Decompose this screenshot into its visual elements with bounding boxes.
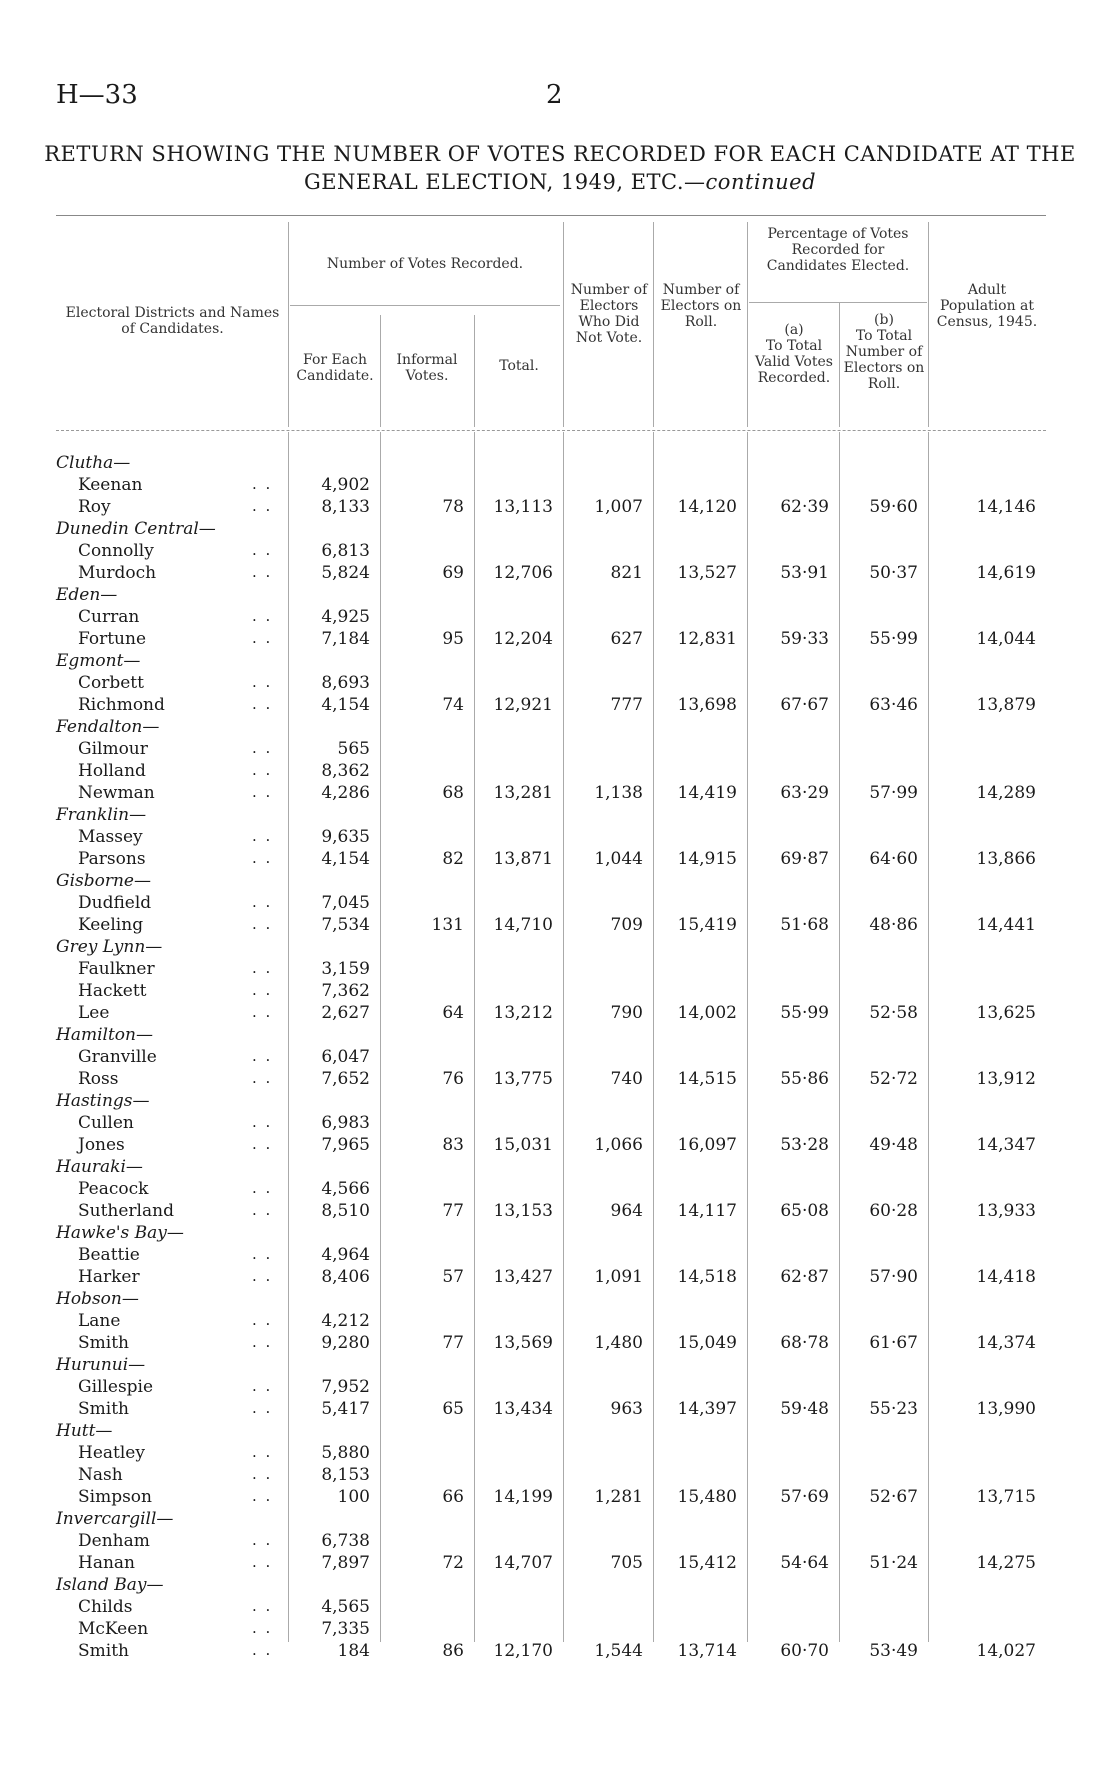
district-name: Hurunui— [56,1355,146,1375]
header-subrule [749,302,927,303]
adult-population: 13,625 [976,1003,1036,1023]
candidate-votes: 565 [337,739,370,759]
candidate-name: Lee [78,1003,110,1023]
leader-dots: . . [252,1311,273,1329]
electors-on-roll: 13,714 [677,1641,737,1661]
leader-dots: . . [252,1201,273,1219]
candidate-name: Keenan [78,475,143,495]
candidate-name: Murdoch [78,563,157,583]
adult-population: 14,289 [976,783,1036,803]
district-name: Fendalton— [56,717,160,737]
leader-dots: . . [252,1377,273,1395]
district-name: Hobson— [56,1289,139,1309]
informal-votes: 78 [442,497,464,517]
leader-dots: . . [252,475,273,493]
leader-dots: . . [252,629,273,647]
leader-dots: . . [252,497,273,515]
did-not-vote: 1,066 [594,1135,643,1155]
header-pct-b-label: (b) [874,312,894,328]
candidate-votes: 4,565 [321,1597,370,1617]
electors-on-roll: 14,117 [677,1201,737,1221]
electors-on-roll: 13,527 [677,563,737,583]
total-votes: 12,706 [493,563,553,583]
leader-dots: . . [252,1179,273,1197]
candidate-votes: 3,159 [321,959,370,979]
total-votes: 14,199 [493,1487,553,1507]
leader-dots: . . [252,1597,273,1615]
candidate-votes: 7,952 [321,1377,370,1397]
leader-dots: . . [252,607,273,625]
leader-dots: . . [252,1531,273,1549]
informal-votes: 57 [442,1267,464,1287]
candidate-votes: 5,824 [321,563,370,583]
header-pct-b-text: To Total Number of Electors on Roll. [843,328,925,392]
candidate-votes: 4,566 [321,1179,370,1199]
leader-dots: . . [252,1333,273,1351]
pct-valid-votes: 53·28 [780,1135,829,1155]
electors-on-roll: 14,120 [677,497,737,517]
adult-population: 13,879 [976,695,1036,715]
candidate-votes: 5,417 [321,1399,370,1419]
pct-valid-votes: 55·86 [780,1069,829,1089]
informal-votes: 74 [442,695,464,715]
candidate-name: Hackett [78,981,147,1001]
candidate-votes: 8,153 [321,1465,370,1485]
header-districts: Electoral Districts and Names of Candidates. [65,305,280,337]
did-not-vote: 1,281 [594,1487,643,1507]
leader-dots: . . [252,1619,273,1637]
candidate-name: Smith [78,1641,129,1661]
candidate-name: Corbett [78,673,144,693]
adult-population: 13,933 [976,1201,1036,1221]
pct-valid-votes: 53·91 [780,563,829,583]
pct-valid-votes: 57·69 [780,1487,829,1507]
informal-votes: 77 [442,1201,464,1221]
leader-dots: . . [252,1047,273,1065]
total-votes: 13,212 [493,1003,553,1023]
district-name: Hauraki— [56,1157,143,1177]
did-not-vote: 964 [610,1201,643,1221]
candidate-name: Beattie [78,1245,140,1265]
candidate-votes: 4,212 [321,1311,370,1331]
pct-electors-roll: 59·60 [869,497,918,517]
pct-valid-votes: 62·87 [780,1267,829,1287]
candidate-name: Connolly [78,541,154,561]
page-header [56,80,1056,110]
pct-valid-votes: 69·87 [780,849,829,869]
candidate-votes: 184 [337,1641,370,1661]
pct-valid-votes: 65·08 [780,1201,829,1221]
header-did-not-vote: Number of Electors Who Did Not Vote. [570,282,648,346]
pct-electors-roll: 63·46 [869,695,918,715]
leader-dots: . . [252,1267,273,1285]
informal-votes: 86 [442,1641,464,1661]
informal-votes: 77 [442,1333,464,1353]
candidate-name: Peacock [78,1179,149,1199]
candidate-votes: 4,154 [321,849,370,869]
title-line-1: RETURN SHOWING THE NUMBER OF VOTES RECORDED FOR EACH CANDIDATE AT THE [44,142,1076,166]
candidate-votes: 6,813 [321,541,370,561]
total-votes: 13,427 [493,1267,553,1287]
candidate-votes: 4,286 [321,783,370,803]
header-divider [653,222,654,427]
candidate-name: Fortune [78,629,147,649]
leader-dots: . . [252,893,273,911]
candidate-name: Newman [78,783,155,803]
pct-electors-roll: 64·60 [869,849,918,869]
header-on-roll: Number of Electors on Roll. [660,282,742,330]
candidate-name: Sutherland [78,1201,174,1221]
district-name: Hawke's Bay— [56,1223,184,1243]
electors-on-roll: 14,397 [677,1399,737,1419]
total-votes: 12,170 [493,1641,553,1661]
adult-population: 14,146 [976,497,1036,517]
leader-dots: . . [252,849,273,867]
pct-valid-votes: 54·64 [780,1553,829,1573]
total-votes: 14,707 [493,1553,553,1573]
electors-on-roll: 15,480 [677,1487,737,1507]
candidate-name: Ross [78,1069,119,1089]
did-not-vote: 1,544 [594,1641,643,1661]
district-name: Gisborne— [56,871,151,891]
pct-electors-roll: 50·37 [869,563,918,583]
leader-dots: . . [252,1069,273,1087]
candidate-votes: 8,510 [321,1201,370,1221]
header-divider [563,222,564,427]
candidate-name: Lane [78,1311,121,1331]
total-votes: 12,921 [493,695,553,715]
pct-electors-roll: 55·23 [869,1399,918,1419]
pct-electors-roll: 48·86 [869,915,918,935]
header-divider [928,222,929,427]
candidate-votes: 7,045 [321,893,370,913]
candidate-name: Curran [78,607,140,627]
total-votes: 13,281 [493,783,553,803]
leader-dots: . . [252,673,273,691]
electors-on-roll: 16,097 [677,1135,737,1155]
pct-electors-roll: 52·67 [869,1487,918,1507]
pct-electors-roll: 51·24 [869,1553,918,1573]
leader-dots: . . [252,1003,273,1021]
candidate-votes: 2,627 [321,1003,370,1023]
informal-votes: 95 [442,629,464,649]
district-name: Franklin— [56,805,147,825]
leader-dots: . . [252,981,273,999]
leader-dots: . . [252,1245,273,1263]
candidate-name: Cullen [78,1113,134,1133]
did-not-vote: 709 [610,915,643,935]
adult-population: 13,866 [976,849,1036,869]
informal-votes: 131 [431,915,464,935]
candidate-name: Simpson [78,1487,152,1507]
informal-votes: 64 [442,1003,464,1023]
leader-dots: . . [252,1553,273,1571]
district-name: Clutha— [56,453,131,473]
header-pct-a-label: (a) [784,322,804,338]
candidate-votes: 7,534 [321,915,370,935]
leader-dots: . . [252,541,273,559]
pct-electors-roll: 53·49 [869,1641,918,1661]
pct-electors-roll: 52·58 [869,1003,918,1023]
candidate-name: Jones [78,1135,125,1155]
candidate-name: Gillespie [78,1377,154,1397]
title-line-2 [30,168,1090,196]
candidate-name: Roy [78,497,111,517]
page-number: 2 [546,80,563,110]
candidate-votes: 7,184 [321,629,370,649]
total-votes: 13,113 [493,497,553,517]
candidate-name: Childs [78,1597,133,1617]
document-code: H—33 [56,80,138,110]
candidate-votes: 100 [337,1487,370,1507]
candidate-name: Keeling [78,915,144,935]
district-name: Egmont— [56,651,141,671]
adult-population: 14,374 [976,1333,1036,1353]
candidate-name: Massey [78,827,143,847]
body-divider [928,432,929,1642]
total-votes: 14,710 [493,915,553,935]
pct-valid-votes: 51·68 [780,915,829,935]
electors-on-roll: 14,419 [677,783,737,803]
candidate-name: Nash [78,1465,123,1485]
body-divider [839,432,840,1642]
electors-on-roll: 15,049 [677,1333,737,1353]
candidate-votes: 7,335 [321,1619,370,1639]
district-name: Eden— [56,585,118,605]
pct-electors-roll: 61·67 [869,1333,918,1353]
district-name: Island Bay— [56,1575,164,1595]
candidate-name: Heatley [78,1443,145,1463]
electors-on-roll: 12,831 [677,629,737,649]
informal-votes: 82 [442,849,464,869]
pct-valid-votes: 59·33 [780,629,829,649]
pct-valid-votes: 67·67 [780,695,829,715]
leader-dots: . . [252,1135,273,1153]
adult-population: 14,347 [976,1135,1036,1155]
pct-valid-votes: 63·29 [780,783,829,803]
leader-dots: . . [252,1641,273,1659]
did-not-vote: 777 [610,695,643,715]
did-not-vote: 1,138 [594,783,643,803]
candidate-votes: 7,965 [321,1135,370,1155]
electors-on-roll: 14,515 [677,1069,737,1089]
candidate-votes: 4,964 [321,1245,370,1265]
leader-dots: . . [252,1113,273,1131]
candidate-votes: 4,902 [321,475,370,495]
leader-dots: . . [252,739,273,757]
informal-votes: 66 [442,1487,464,1507]
candidate-votes: 8,362 [321,761,370,781]
pct-valid-votes: 62·39 [780,497,829,517]
candidate-name: Denham [78,1531,150,1551]
candidate-votes: 7,897 [321,1553,370,1573]
did-not-vote: 790 [610,1003,643,1023]
candidate-name: Hanan [78,1553,135,1573]
candidate-name: Smith [78,1333,129,1353]
adult-population: 13,990 [976,1399,1036,1419]
header-divider [380,315,381,427]
candidate-votes: 5,880 [321,1443,370,1463]
header-adult-pop: Adult Population at Census, 1945. [936,282,1038,330]
total-votes: 13,775 [493,1069,553,1089]
leader-dots: . . [252,1465,273,1483]
adult-population: 13,715 [976,1487,1036,1507]
candidate-name: Dudfield [78,893,152,913]
candidate-votes: 6,047 [321,1047,370,1067]
title-line-2-main: GENERAL ELECTION, 1949, ETC.— [303,170,706,194]
candidate-votes: 8,406 [321,1267,370,1287]
leader-dots: . . [252,1487,273,1505]
candidate-name: Parsons [78,849,146,869]
leader-dots: . . [252,1443,273,1461]
header-votes-group: Number of Votes Recorded. [326,256,524,272]
informal-votes: 83 [442,1135,464,1155]
district-name: Hastings— [56,1091,150,1111]
body-divider [380,432,381,1642]
total-votes: 13,153 [493,1201,553,1221]
electors-on-roll: 14,002 [677,1003,737,1023]
candidate-name: McKeen [78,1619,149,1639]
pct-valid-votes: 60·70 [780,1641,829,1661]
adult-population: 14,027 [976,1641,1036,1661]
electors-on-roll: 13,698 [677,695,737,715]
district-name: Dunedin Central— [56,519,216,539]
leader-dots: . . [252,959,273,977]
total-votes: 13,434 [493,1399,553,1419]
did-not-vote: 627 [610,629,643,649]
did-not-vote: 1,480 [594,1333,643,1353]
body-divider [653,432,654,1642]
header-divider [288,222,289,427]
candidate-name: Granville [78,1047,157,1067]
electors-on-roll: 15,419 [677,915,737,935]
page-title [30,140,1090,196]
candidate-name: Faulkner [78,959,155,979]
candidate-name: Gilmour [78,739,148,759]
table-top-rule [56,215,1046,216]
leader-dots: . . [252,563,273,581]
did-not-vote: 1,007 [594,497,643,517]
did-not-vote: 821 [610,563,643,583]
informal-votes: 72 [442,1553,464,1573]
leader-dots: . . [252,761,273,779]
header-divider [747,222,748,427]
pct-electors-roll: 52·72 [869,1069,918,1089]
pct-electors-roll: 60·28 [869,1201,918,1221]
candidate-name: Richmond [78,695,165,715]
pct-valid-votes: 55·99 [780,1003,829,1023]
adult-population: 14,044 [976,629,1036,649]
adult-population: 14,619 [976,563,1036,583]
leader-dots: . . [252,783,273,801]
title-continued: continued [705,170,817,194]
did-not-vote: 740 [610,1069,643,1089]
header-bottom-rule [56,430,1046,431]
pct-electors-roll: 57·99 [869,783,918,803]
total-votes: 13,871 [493,849,553,869]
candidate-name: Harker [78,1267,140,1287]
candidate-votes: 4,154 [321,695,370,715]
candidate-name: Holland [78,761,146,781]
adult-population: 14,441 [976,915,1036,935]
candidate-votes: 4,925 [321,607,370,627]
leader-dots: . . [252,1399,273,1417]
informal-votes: 69 [442,563,464,583]
district-name: Hutt— [56,1421,113,1441]
total-votes: 13,569 [493,1333,553,1353]
pct-electors-roll: 49·48 [869,1135,918,1155]
leader-dots: . . [252,695,273,713]
header-pct-group: Percentage of Votes Recorded for Candidates Elected. [766,226,910,274]
candidate-votes: 8,133 [321,497,370,517]
header-divider [839,302,840,427]
pct-valid-votes: 68·78 [780,1333,829,1353]
informal-votes: 76 [442,1069,464,1089]
header-divider [474,315,475,427]
total-votes: 15,031 [493,1135,553,1155]
header-total: Total. [499,358,539,374]
pct-valid-votes: 59·48 [780,1399,829,1419]
did-not-vote: 963 [610,1399,643,1419]
header-pct-a [750,322,838,386]
district-name: Invercargill— [56,1509,174,1529]
total-votes: 12,204 [493,629,553,649]
adult-population: 13,912 [976,1069,1036,1089]
informal-votes: 65 [442,1399,464,1419]
pct-electors-roll: 57·90 [869,1267,918,1287]
candidate-votes: 6,738 [321,1531,370,1551]
body-divider [563,432,564,1642]
header-for-each: For Each Candidate. [296,352,374,384]
adult-population: 14,275 [976,1553,1036,1573]
did-not-vote: 1,044 [594,849,643,869]
adult-population: 14,418 [976,1267,1036,1287]
candidate-votes: 7,362 [321,981,370,1001]
candidate-name: Smith [78,1399,129,1419]
header-pct-b [841,312,927,392]
informal-votes: 68 [442,783,464,803]
candidate-votes: 6,983 [321,1113,370,1133]
electors-on-roll: 14,518 [677,1267,737,1287]
candidate-votes: 9,635 [321,827,370,847]
candidate-votes: 9,280 [321,1333,370,1353]
candidate-votes: 8,693 [321,673,370,693]
body-divider [747,432,748,1642]
electors-on-roll: 15,412 [677,1553,737,1573]
body-divider [474,432,475,1642]
leader-dots: . . [252,827,273,845]
district-name: Grey Lynn— [56,937,163,957]
header-informal: Informal Votes. [396,352,458,384]
header-pct-a-text: To Total Valid Votes Recorded. [755,338,833,386]
did-not-vote: 705 [610,1553,643,1573]
electors-on-roll: 14,915 [677,849,737,869]
header-subrule [290,305,560,306]
leader-dots: . . [252,915,273,933]
candidate-votes: 7,652 [321,1069,370,1089]
district-name: Hamilton— [56,1025,153,1045]
pct-electors-roll: 55·99 [869,629,918,649]
did-not-vote: 1,091 [594,1267,643,1287]
